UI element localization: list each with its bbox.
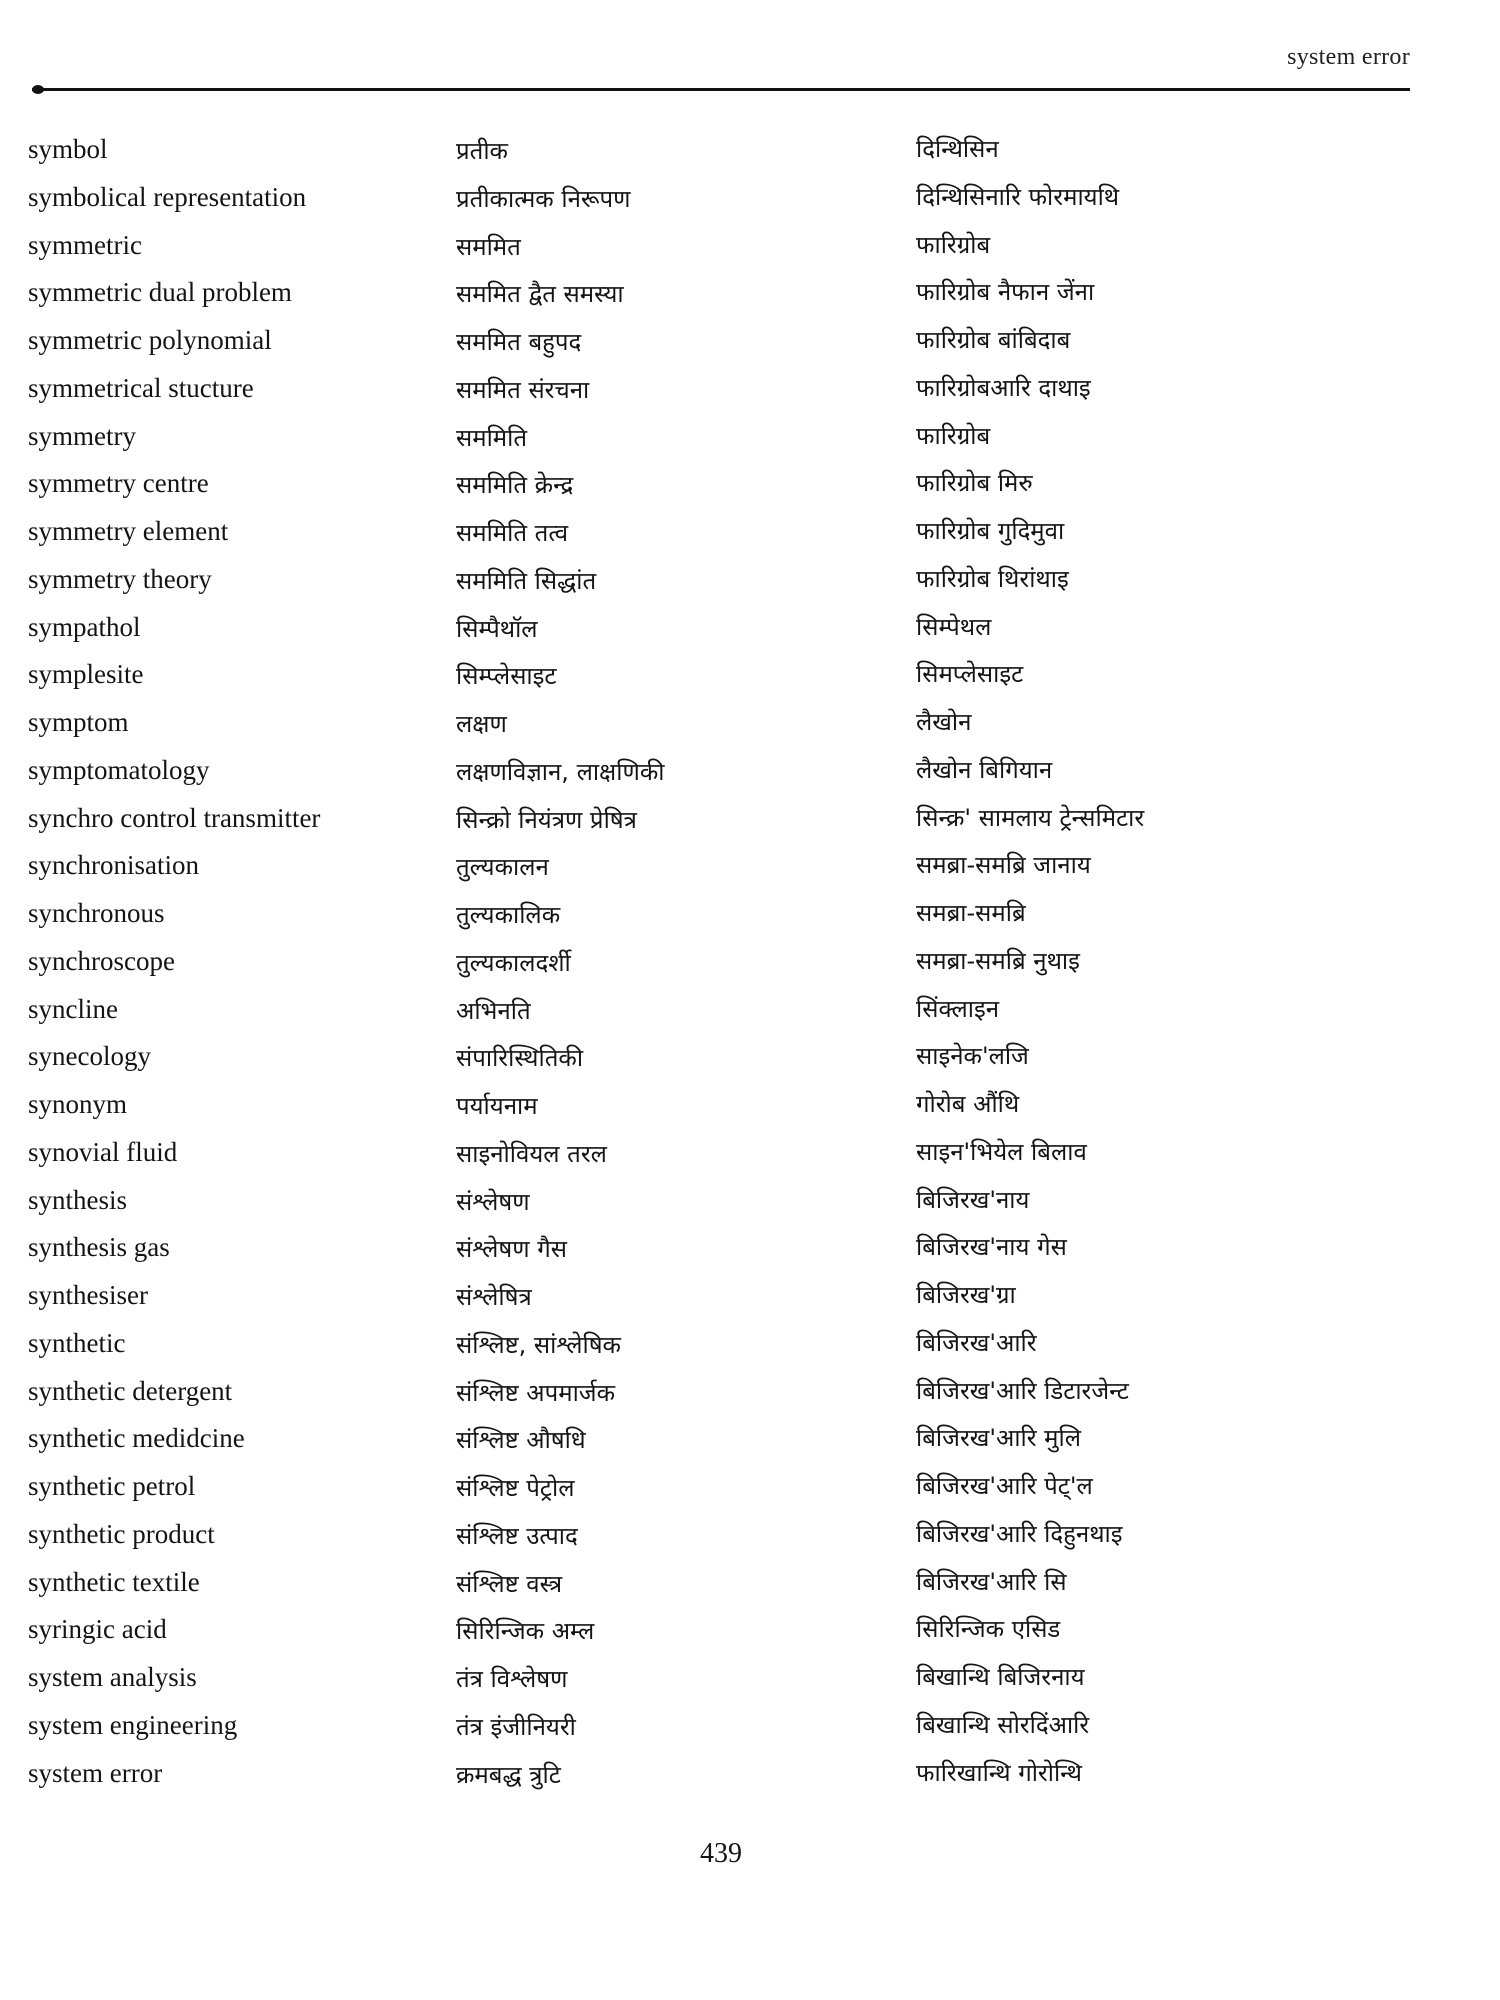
english-term: synthetic petrol <box>28 1471 196 1501</box>
hindi-equivalent: संश्लिष्ट, सांश्लेषिक <box>456 1330 621 1359</box>
bodo-equivalent: फारिग्रोब बांबिदाब <box>916 326 1071 354</box>
english-term: symmetry element <box>28 516 229 546</box>
english-term: synovial fluid <box>28 1136 178 1167</box>
bodo-equivalent: बिजिरख'ग्रा <box>916 1281 1016 1309</box>
hindi-equivalent: तंत्र विश्लेषण <box>456 1665 568 1693</box>
english-term: sympathol <box>28 611 141 642</box>
glossary-entry <box>28 1614 1428 1662</box>
bodo-equivalent: बिजिरख'नाय <box>916 1185 1030 1214</box>
glossary-entry <box>28 516 1428 564</box>
glossary-entry <box>28 373 1428 421</box>
english-term: symbolical representation <box>28 181 307 212</box>
english-term: synthetic <box>28 1327 126 1358</box>
bodo-equivalent: फारिग्रोब थिरांथाइ <box>916 564 1069 593</box>
english-term: synecology <box>28 1041 151 1072</box>
english-term: symmetry theory <box>28 563 212 594</box>
hindi-equivalent: संश्लेषित्र <box>456 1283 532 1311</box>
glossary-entry <box>28 1662 1428 1710</box>
bodo-equivalent: सिमप्लेसाइट <box>916 660 1024 689</box>
hindi-equivalent: प्रतीकात्मक निरूपण <box>456 184 631 213</box>
bodo-equivalent: फारिखान्थि गोरोन्थि <box>916 1758 1082 1787</box>
english-term: system analysis <box>28 1662 197 1692</box>
glossary-entry <box>28 1280 1428 1328</box>
bodo-equivalent: दिन्थिसिनारि फोरमायथि <box>916 182 1120 211</box>
glossary-entry <box>28 755 1428 803</box>
english-term: synthetic detergent <box>28 1375 233 1406</box>
english-term: synthesis gas <box>28 1232 170 1263</box>
hindi-equivalent: संश्लिष्ट औषधि <box>456 1426 586 1455</box>
glossary-entry <box>28 1376 1428 1424</box>
hindi-equivalent: तुल्यकालन <box>456 853 549 882</box>
bodo-equivalent: दिन्थिसिन <box>916 135 999 163</box>
bodo-equivalent: बिजिरख'आरि <box>916 1328 1037 1357</box>
hindi-equivalent: तंत्र इंजीनियरी <box>456 1712 576 1741</box>
english-term: symmetric polynomial <box>28 325 272 355</box>
english-term: synchronous <box>28 898 165 928</box>
english-term: symmetric dual problem <box>28 277 292 308</box>
hindi-equivalent: सिम्पैथॉल <box>456 614 538 643</box>
bodo-equivalent: बिजिरख'आरि पेट्'ल <box>916 1472 1093 1500</box>
hindi-equivalent: सममित बहुपद <box>456 328 582 356</box>
english-term: syringic acid <box>28 1614 167 1645</box>
page-number: 439 <box>700 1838 742 1869</box>
english-term: synthetic product <box>28 1518 215 1549</box>
hindi-equivalent: क्रमबद्ध त्रुटि <box>456 1760 561 1789</box>
bodo-equivalent: बिखान्थि बिजिरनाय <box>916 1663 1085 1691</box>
bodo-equivalent: लैखोन बिगियान <box>916 755 1053 784</box>
english-term: symbol <box>28 134 108 164</box>
english-term: synchroscope <box>28 945 175 976</box>
glossary-entry <box>28 1758 1428 1806</box>
english-term: symmetric <box>28 229 142 260</box>
glossary-entry <box>28 468 1428 516</box>
glossary-entry <box>28 230 1428 278</box>
english-term: symptomatology <box>28 754 210 785</box>
bodo-equivalent: लैखोन <box>916 708 972 736</box>
english-term: symmetry centre <box>28 468 209 499</box>
english-term: system engineering <box>28 1709 238 1740</box>
hindi-equivalent: लक्षणविज्ञान, लाक्षणिकी <box>456 757 665 786</box>
glossary-entries <box>28 134 1428 1805</box>
hindi-equivalent: तुल्यकालिक <box>456 901 561 929</box>
english-term: symptom <box>28 707 129 737</box>
glossary-entry <box>28 421 1428 469</box>
bodo-equivalent: सिरिन्जिक एसिड <box>916 1615 1061 1644</box>
hindi-equivalent: सममिति सिद्धांत <box>456 566 597 595</box>
english-term: symplesite <box>28 659 144 690</box>
bodo-equivalent: सिंक्लाइन <box>916 994 1000 1023</box>
glossary-entry <box>28 1041 1428 1089</box>
hindi-equivalent: संश्लिष्ट अपमार्जक <box>456 1378 616 1407</box>
glossary-entry <box>28 1710 1428 1758</box>
glossary-entry <box>28 946 1428 994</box>
hindi-equivalent: सममित संरचना <box>456 375 590 404</box>
glossary-entry <box>28 325 1428 373</box>
hindi-equivalent: सममित <box>456 232 521 261</box>
hindi-equivalent: संश्लेषण <box>456 1187 530 1216</box>
glossary-entry <box>28 612 1428 660</box>
english-term: symmetry <box>28 420 136 451</box>
bodo-equivalent: समब्रा-समब्रि नुथाइ <box>916 946 1080 975</box>
bodo-equivalent: सिन्क्र' सामलाय ट्रेन्समिटार <box>916 803 1145 832</box>
hindi-equivalent: सिम्प्लेसाइट <box>456 662 557 691</box>
glossary-entry <box>28 134 1428 182</box>
running-head: system error <box>1287 44 1410 70</box>
bodo-equivalent: बिजिरख'नाय गेस <box>916 1233 1067 1262</box>
hindi-equivalent: प्रतीक <box>456 137 508 165</box>
bodo-equivalent: बिजिरख'आरि दिहुनथाइ <box>916 1519 1123 1548</box>
english-term: synthesis <box>28 1184 128 1215</box>
hindi-equivalent: सिन्क्रो नियंत्रण प्रेषित्र <box>456 805 637 834</box>
bodo-equivalent: बिजिरख'आरि सि <box>916 1567 1067 1596</box>
glossary-entry <box>28 803 1428 851</box>
hindi-equivalent: संश्लेषण गैस <box>456 1235 567 1264</box>
glossary-entry <box>28 1328 1428 1376</box>
english-term: synthetic medidcine <box>28 1423 245 1454</box>
english-term: syncline <box>28 993 118 1024</box>
glossary-entry <box>28 1471 1428 1519</box>
bodo-equivalent: समब्रा-समब्रि जानाय <box>916 851 1091 880</box>
bodo-equivalent: साइन'भियेल बिलाव <box>916 1137 1087 1166</box>
english-term: synthetic textile <box>28 1566 200 1597</box>
english-term: symmetrical stucture <box>28 372 254 403</box>
glossary-entry <box>28 707 1428 755</box>
hindi-equivalent: सममिति तत्व <box>456 519 569 547</box>
glossary-entry <box>28 1137 1428 1185</box>
glossary-entry <box>28 850 1428 898</box>
hindi-equivalent: सिरिन्जिक अम्ल <box>456 1617 595 1646</box>
bodo-equivalent: बिजिरख'आरि डिटारजेन्ट <box>916 1376 1129 1405</box>
hindi-equivalent: संपारिस्थितिकी <box>456 1044 584 1073</box>
hindi-equivalent: सममित द्वैत समस्या <box>456 280 624 309</box>
glossary-entry <box>28 898 1428 946</box>
english-term: synonym <box>28 1089 128 1119</box>
english-term: synthesiser <box>28 1280 148 1310</box>
hindi-equivalent: पर्यायनाम <box>456 1092 538 1120</box>
glossary-entry <box>28 1089 1428 1137</box>
bodo-equivalent: बिजिरख'आरि मुलि <box>916 1424 1082 1453</box>
bodo-equivalent: बिखान्थि सोरदिंआरि <box>916 1710 1090 1739</box>
glossary-entry <box>28 994 1428 1042</box>
hindi-equivalent: अभिनति <box>456 996 531 1025</box>
hindi-equivalent: सममिति क्रेन्द्र <box>456 471 574 500</box>
bodo-equivalent: सिम्पेथल <box>916 612 992 641</box>
hindi-equivalent: संश्लिष्ट पेट्रोल <box>456 1474 575 1502</box>
bodo-equivalent: फारिग्रोब <box>916 421 991 450</box>
bodo-equivalent: फारिग्रोब <box>916 230 991 259</box>
glossary-entry <box>28 1185 1428 1233</box>
glossary-entry <box>28 1423 1428 1471</box>
glossary-entry <box>28 182 1428 230</box>
bodo-equivalent: फारिग्रोब नैफान जेंना <box>916 278 1095 307</box>
glossary-entry <box>28 564 1428 612</box>
bodo-equivalent: फारिग्रोब मिरु <box>916 469 1033 498</box>
glossary-entry <box>28 277 1428 325</box>
bodo-equivalent: गोरोब औंथि <box>916 1090 1020 1118</box>
hindi-equivalent: सममिति <box>456 423 528 452</box>
hindi-equivalent: लक्षण <box>456 710 507 738</box>
glossary-entry <box>28 1567 1428 1615</box>
hindi-equivalent: तुल्यकालदर्शी <box>456 948 571 977</box>
glossary-entry <box>28 1519 1428 1567</box>
bodo-equivalent: समब्रा-समब्रि <box>916 899 1026 927</box>
english-term: system error <box>28 1757 163 1788</box>
bodo-equivalent: फारिग्रोबआरि दाथाइ <box>916 373 1091 402</box>
bodo-equivalent: साइनेक'लजि <box>916 1042 1029 1071</box>
glossary-entry <box>28 659 1428 707</box>
hindi-equivalent: साइनोवियल तरल <box>456 1139 607 1168</box>
hindi-equivalent: संश्लिष्ट उत्पाद <box>456 1521 578 1550</box>
glossary-entry <box>28 1232 1428 1280</box>
header-rule <box>32 88 1410 91</box>
bodo-equivalent: फारिग्रोब गुदिमुवा <box>916 517 1065 545</box>
hindi-equivalent: संश्लिष्ट वस्त्र <box>456 1569 563 1598</box>
english-term: synchro control transmitter <box>28 802 321 833</box>
english-term: synchronisation <box>28 850 199 881</box>
